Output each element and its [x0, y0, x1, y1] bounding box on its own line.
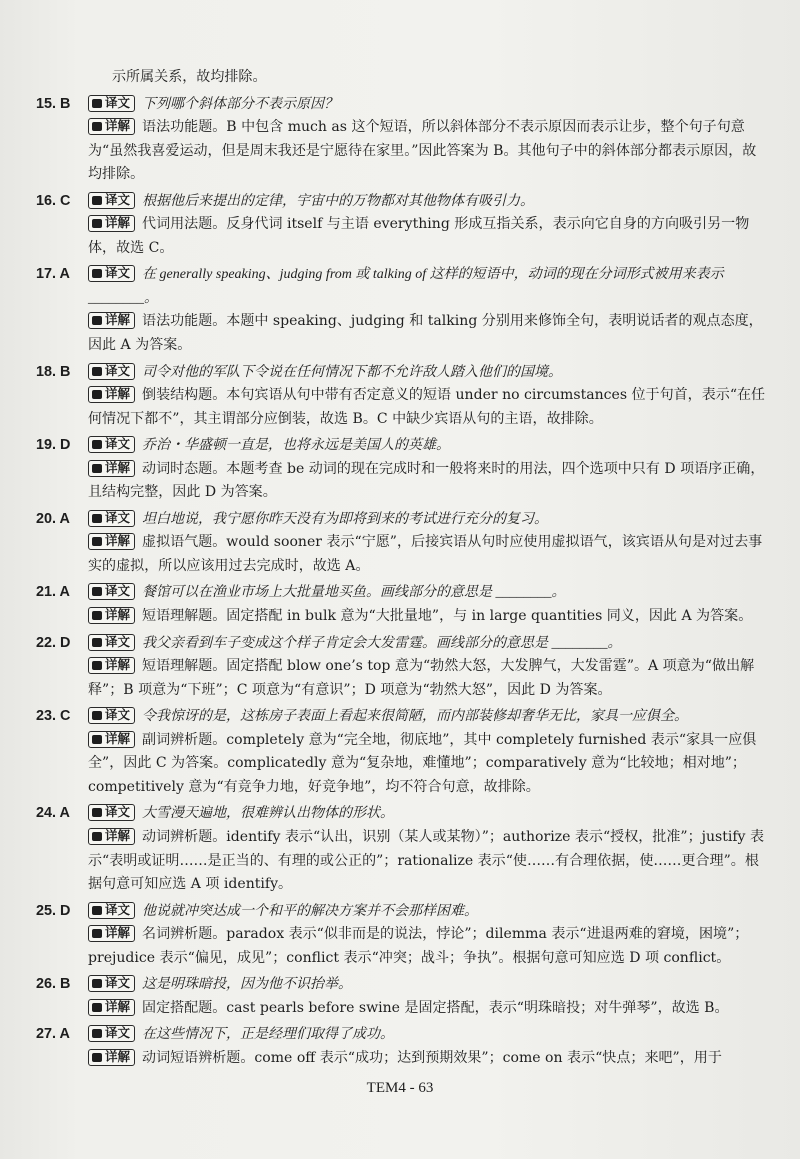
detail-badge-label: 详解	[105, 386, 131, 402]
translation-text: 令我惊讶的是，这栋房子表面上看起来很简陋，而内部装修却奢华无比，家具一应俱全。	[142, 709, 689, 725]
question-number: 24. A	[36, 805, 70, 822]
question-number: 21. A	[36, 584, 70, 601]
book-icon	[92, 587, 102, 596]
detail-row	[88, 655, 766, 702]
book-icon	[92, 929, 102, 938]
translation-badge-label: 译文	[105, 436, 131, 452]
detail-badge-label: 详解	[105, 215, 131, 231]
book-icon	[92, 808, 102, 817]
detail-row	[88, 923, 766, 970]
book-icon	[92, 514, 102, 523]
detail-badge	[88, 657, 135, 674]
detail-badge-label: 详解	[105, 118, 131, 134]
translation-badge	[88, 1025, 135, 1042]
translation-row	[88, 802, 766, 826]
book-icon	[92, 316, 102, 325]
detail-text: 动词辨析题。identify 表示“认出，识别（某人或某物）”；authorize 表示“授权，批准”；justify 表示“表明或证明……是正当的、有理的或公正的”；rationalize 表示“使……有合理依据，使……更合理”。根据句意可知应选 A 项 identify。	[88, 828, 765, 893]
translation-row	[88, 900, 766, 924]
detail-text: 动词短语辨析题。come off 表示“成功；达到预期效果”；come on 表示“快点；来吧”，用于	[142, 1049, 722, 1066]
detail-row	[88, 458, 766, 505]
detail-badge-label: 详解	[105, 827, 131, 843]
book-icon	[92, 464, 102, 473]
book-icon	[92, 1003, 102, 1012]
answer-item	[0, 632, 800, 703]
detail-badge	[88, 460, 135, 477]
book-icon	[92, 122, 102, 131]
question-number: 17. A	[36, 266, 70, 283]
answer-item	[0, 802, 800, 896]
book-icon	[92, 661, 102, 670]
detail-text: 语法功能题。本题中 speaking、judging 和 talking 分别用来修饰全句，表明说话者的观点态度，因此 A 为答案。	[88, 313, 763, 354]
translation-text: 司令对他的军队下令说在任何情况下都不允许敌人踏入他们的国境。	[142, 364, 563, 380]
translation-badge-label: 译文	[105, 633, 131, 649]
question-number: 27. A	[36, 1026, 70, 1043]
answer-item	[0, 434, 800, 505]
book-icon	[92, 219, 102, 228]
answer-item	[0, 973, 800, 1020]
question-number: 15. B	[36, 95, 71, 112]
translation-badge	[88, 583, 135, 600]
answer-item	[0, 361, 800, 432]
translation-badge-label: 译文	[105, 583, 131, 599]
book-icon	[92, 440, 102, 449]
detail-text: 动词时态题。本题考查 be 动词的现在完成时和一般将来时的用法，四个选项中只有 D 项语序正确，且结构完整，因此 D 为答案。	[88, 460, 765, 501]
translation-badge-label: 译文	[105, 362, 131, 378]
detail-badge	[88, 215, 135, 232]
detail-text: 代词用法题。反身代词 itself 与主语 everything 形成互指关系，表示向它自身的方向吸引另一物体，故选 C。	[88, 216, 750, 256]
translation-row	[88, 190, 766, 214]
book-icon	[92, 1053, 102, 1062]
question-number: 22. D	[36, 634, 71, 651]
book-icon	[92, 367, 102, 376]
detail-row	[88, 116, 766, 187]
translation-badge-label: 译文	[105, 94, 131, 110]
answer-item	[0, 263, 800, 357]
translation-badge-label: 译文	[105, 804, 131, 820]
detail-badge	[88, 999, 135, 1016]
detail-text: 倒装结构题。本句宾语从句中带有否定意义的短语 under no circumstances 位于句首，表示“在任何情况下都不”，其主谓部分应倒装，故选 B。C 中缺少宾语从句的主语，故排除。	[88, 387, 766, 427]
detail-badge-label: 详解	[105, 459, 131, 475]
translation-row	[88, 434, 766, 458]
detail-row	[88, 1047, 766, 1071]
detail-badge-label: 详解	[105, 1048, 131, 1064]
detail-text: 短语理解题。固定搭配 blow one’s top 意为“勃然大怒，大发脾气，大发雷霆”。A 项意为“做出解释”；B 项意为“下班”；C 项意为“有意识”；D 项意为“勃然大怒”，因此 D 为答案。	[88, 658, 755, 698]
translation-badge	[88, 510, 135, 527]
book-icon	[92, 537, 102, 546]
answer-item	[0, 581, 800, 628]
translation-row	[88, 263, 766, 310]
translation-badge	[88, 265, 135, 282]
detail-row	[88, 384, 766, 431]
detail-badge	[88, 1049, 135, 1066]
translation-badge	[88, 707, 135, 724]
translation-text: 餐馆可以在渔业市场上大批量地买鱼。画线部分的意思是 ________。	[142, 585, 566, 601]
book-icon	[92, 735, 102, 744]
detail-badge	[88, 607, 135, 624]
translation-text: 坦白地说，我宁愿你昨天没有为即将到来的考试进行充分的复习。	[142, 511, 549, 527]
translation-badge	[88, 363, 135, 380]
translation-text: 乔治・华盛顿一直是，也将永远是美国人的英雄。	[142, 438, 451, 454]
book-icon	[92, 1029, 102, 1038]
translation-badge	[88, 192, 135, 209]
book-icon	[92, 638, 102, 647]
answer-item	[0, 705, 800, 799]
detail-badge-label: 详解	[105, 657, 131, 673]
page-footer: TEM4 - 63	[366, 1080, 434, 1096]
translation-row	[88, 705, 766, 729]
detail-row	[88, 310, 766, 357]
book-icon	[92, 611, 102, 620]
book-icon	[92, 99, 102, 108]
question-number: 23. C	[36, 708, 71, 725]
item-list	[0, 93, 800, 1071]
detail-row	[88, 605, 766, 629]
translation-badge-label: 译文	[105, 509, 131, 525]
translation-row	[88, 1023, 766, 1047]
translation-text: 他说就冲突达成一个和平的解决方案并不会那样困难。	[142, 903, 479, 919]
translation-text: 这是明珠暗投，因为他不识抬举。	[142, 977, 353, 993]
detail-badge	[88, 118, 135, 135]
detail-badge-label: 详解	[105, 607, 131, 623]
answer-item	[0, 508, 800, 579]
translation-badge-label: 译文	[105, 975, 131, 991]
detail-text: 短语理解题。固定搭配 in bulk 意为“大批量地”，与 in large quantities 同义，因此 A 为答案。	[142, 608, 753, 625]
detail-text: 名词辨析题。paradox 表示“似非而是的说法，悖论”；dilemma 表示“进退两难的窘境，困境”；prejudice 表示“偏见，成见”；conflict 表示“冲突；战斗；争执”。根据句意可知应选 D 项 conflict。	[88, 926, 749, 966]
detail-text: 语法功能题。B 中包含 much as 这个短语，所以斜体部分不表示原因而表示让步，整个句子句意为“虽然我喜爱运动，但是周末我还是宁愿待在家里。”因此答案为 B。其他句子中的斜体部分都表示原因，故均排除。	[88, 119, 757, 183]
translation-row	[88, 632, 766, 656]
translation-text: 在这些情况下，正是经理们取得了成功。	[142, 1027, 395, 1043]
translation-badge-label: 译文	[105, 191, 131, 207]
answer-item	[0, 900, 800, 971]
translation-text: 大雪漫天遍地，很难辨认出物体的形状。	[142, 806, 395, 822]
book-icon	[92, 390, 102, 399]
translation-badge-label: 译文	[105, 265, 131, 281]
translation-row	[88, 973, 766, 997]
detail-row	[88, 531, 766, 578]
detail-badge-label: 详解	[105, 925, 131, 941]
translation-badge	[88, 436, 135, 453]
translation-badge	[88, 634, 135, 651]
translation-badge	[88, 804, 135, 821]
detail-badge	[88, 925, 135, 942]
detail-row	[88, 729, 766, 800]
detail-badge-label: 详解	[105, 533, 131, 549]
detail-text: 虚拟语气题。would sooner 表示“宁愿”，后接宾语从句时应使用虚拟语气，该宾语从句是对过去事实的虚拟，所以应该用过去完成时，故选 A。	[88, 534, 763, 574]
detail-badge	[88, 312, 135, 329]
translation-badge	[88, 975, 135, 992]
question-number: 19. D	[36, 437, 71, 454]
detail-badge	[88, 386, 135, 403]
detail-badge	[88, 533, 135, 550]
answer-item	[0, 190, 800, 261]
translation-badge	[88, 95, 135, 112]
detail-badge	[88, 731, 135, 748]
translation-text: 在 generally speaking、judging from 或 talking of 这样的短语中，动词的现在分词形式被用来表示 ________。	[88, 267, 724, 306]
book-icon	[92, 269, 102, 278]
translation-badge-label: 译文	[105, 901, 131, 917]
detail-badge-label: 详解	[105, 730, 131, 746]
detail-row	[88, 213, 766, 260]
question-number: 25. D	[36, 902, 71, 919]
translation-badge	[88, 902, 135, 919]
translation-text: 我父亲看到车子变成这个样子肯定会大发雷霆。画线部分的意思是 ________。	[142, 635, 622, 651]
detail-badge-label: 详解	[105, 312, 131, 328]
answer-explanations	[0, 66, 800, 1070]
detail-badge-label: 详解	[105, 998, 131, 1014]
translation-row	[88, 361, 766, 385]
question-number: 26. B	[36, 976, 71, 993]
translation-row	[88, 581, 766, 605]
question-number: 20. A	[36, 510, 70, 527]
detail-text: 固定搭配题。cast pearls before swine 是固定搭配，表示“明珠暗投；对牛弹琴”，故选 B。	[142, 999, 729, 1016]
detail-row	[88, 997, 766, 1021]
translation-text: 下列哪个斜体部分不表示原因？	[142, 96, 339, 112]
question-number: 18. B	[36, 363, 71, 380]
translation-row	[88, 508, 766, 532]
book-icon	[92, 906, 102, 915]
translation-row	[88, 93, 766, 117]
lead-text: 示所属关系，故均排除。	[112, 69, 267, 85]
translation-badge-label: 译文	[105, 707, 131, 723]
translation-badge-label: 译文	[105, 1025, 131, 1041]
translation-text: 根据他后来提出的定律，宇宙中的万物都对其他物体有吸引力。	[142, 193, 535, 209]
book-icon	[92, 196, 102, 205]
question-number: 16. C	[36, 192, 71, 209]
answer-item	[0, 93, 800, 187]
detail-row	[88, 826, 766, 897]
detail-badge	[88, 828, 135, 845]
book-icon	[92, 979, 102, 988]
answer-item	[0, 1023, 800, 1070]
detail-text: 副词辨析题。completely 意为“完全地，彻底地”，其中 completely furnished 表示“家具一应俱全”，因此 C 为答案。complicatedly 意为“复杂地，难懂地”；comparatively 意为“比较地；相对地”；competitively 意为“有竞争力地，好竞争地”，均不符合句意，故排除。	[88, 731, 757, 795]
book-icon	[92, 711, 102, 720]
book-icon	[92, 832, 102, 841]
